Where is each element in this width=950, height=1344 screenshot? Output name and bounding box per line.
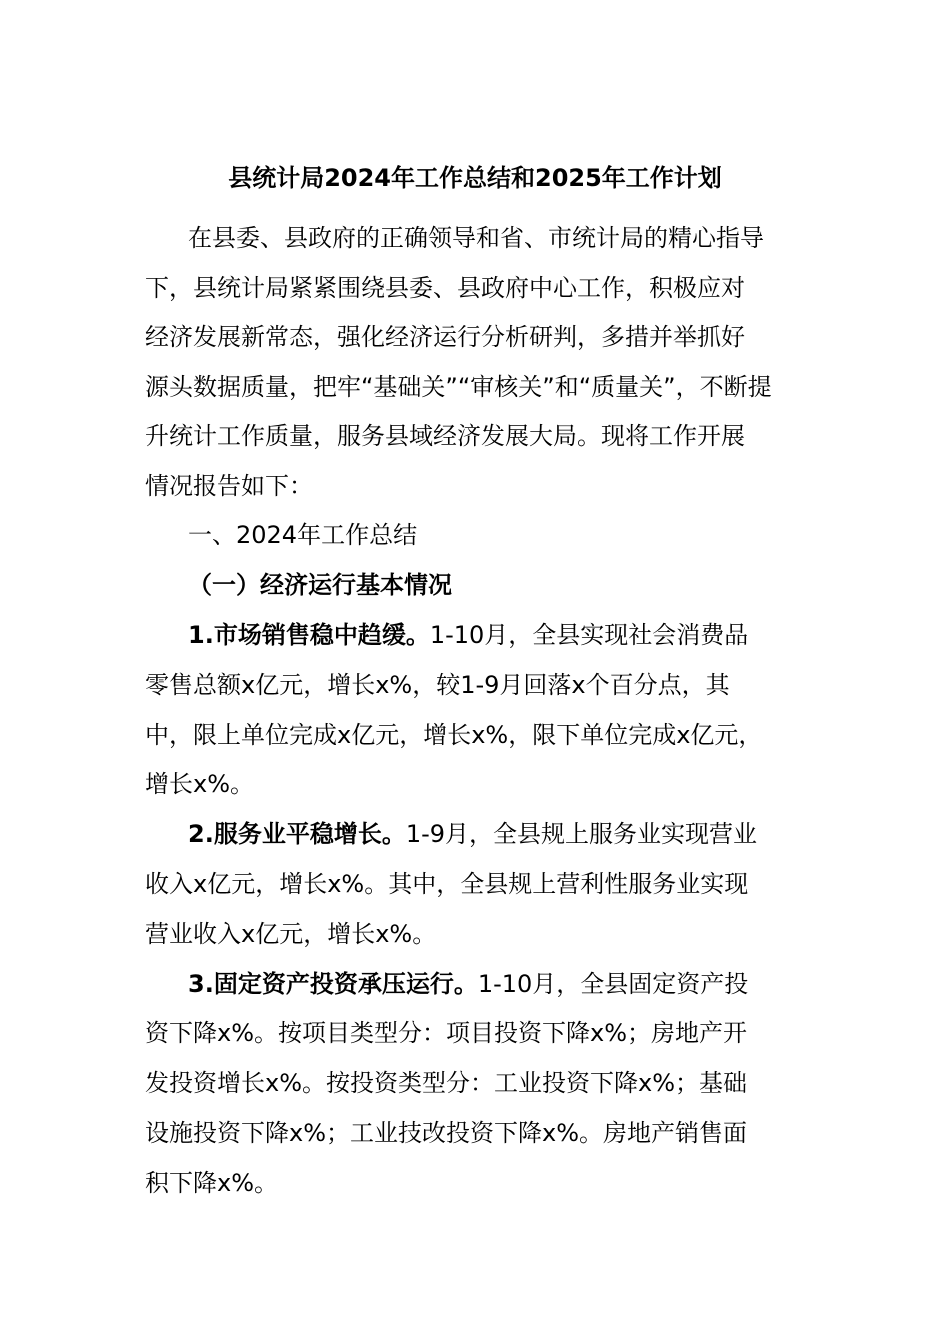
item2-line-3: 营业收入x亿元，增长x%。 (145, 920, 437, 948)
item3-heading: 3.固定资产投资承压运行。 (188, 970, 478, 998)
item1-first-line (188, 615, 748, 655)
item2-line-1: 1-9月，全县规上服务业实现营业 (405, 820, 758, 848)
intro-line-6: 情况报告如下： (145, 472, 313, 500)
item1-line-3: 中，限上单位完成x亿元，增长x%，限下单位完成x亿元， (145, 721, 763, 749)
intro-line-5: 升统计工作质量，服务县域经济发展大局。现将工作开展 (145, 422, 745, 450)
intro-line-2: 下，县统计局紧紧围绕县委、县政府中心工作，积极应对 (145, 274, 745, 302)
intro-line-3: 经济发展新常态，强化经济运行分析研判，多措并举抓好 (145, 323, 745, 351)
item3-line-3: 发投资增长x%。按投资类型分：工业投资下降x%；基础 (145, 1069, 748, 1097)
section-heading: 一、2024年工作总结 (188, 521, 418, 549)
item2-line-2: 收入x亿元，增长x%。其中，全县规上营利性服务业实现 (145, 870, 749, 898)
item3-line-2: 资下降x%。按项目类型分：项目投资下降x%；房地产开 (145, 1019, 748, 1047)
item3-line-5: 积下降x%。 (145, 1169, 279, 1197)
item1-line-2: 零售总额x亿元，增长x%，较1-9月回落x个百分点，其 (145, 671, 730, 699)
intro-line-1: 在县委、县政府的正确领导和省、市统计局的精心指导 (188, 224, 764, 252)
subsection-heading: （一）经济运行基本情况 (188, 571, 452, 599)
item3-line-4: 设施投资下降x%；工业技改投资下降x%。房地产销售面 (145, 1119, 748, 1147)
item1-heading: 1.市场销售稳中趋缓。 (188, 621, 430, 649)
document-title: 县统计局2024年工作总结和2025年工作计划 (228, 164, 722, 192)
item1-line-1: 1-10月，全县实现社会消费品 (429, 621, 749, 649)
item3-first-line (188, 964, 748, 1004)
item3-line-1: 1-10月，全县固定资产投 (477, 970, 749, 998)
item1-line-4: 增长x%。 (145, 770, 255, 798)
item2-heading: 2.服务业平稳增长。 (188, 820, 406, 848)
intro-line-4: 源头数据质量，把牢“基础关”“审核关”和“质量关”，不断提 (145, 373, 772, 401)
item2-first-line (188, 814, 757, 854)
